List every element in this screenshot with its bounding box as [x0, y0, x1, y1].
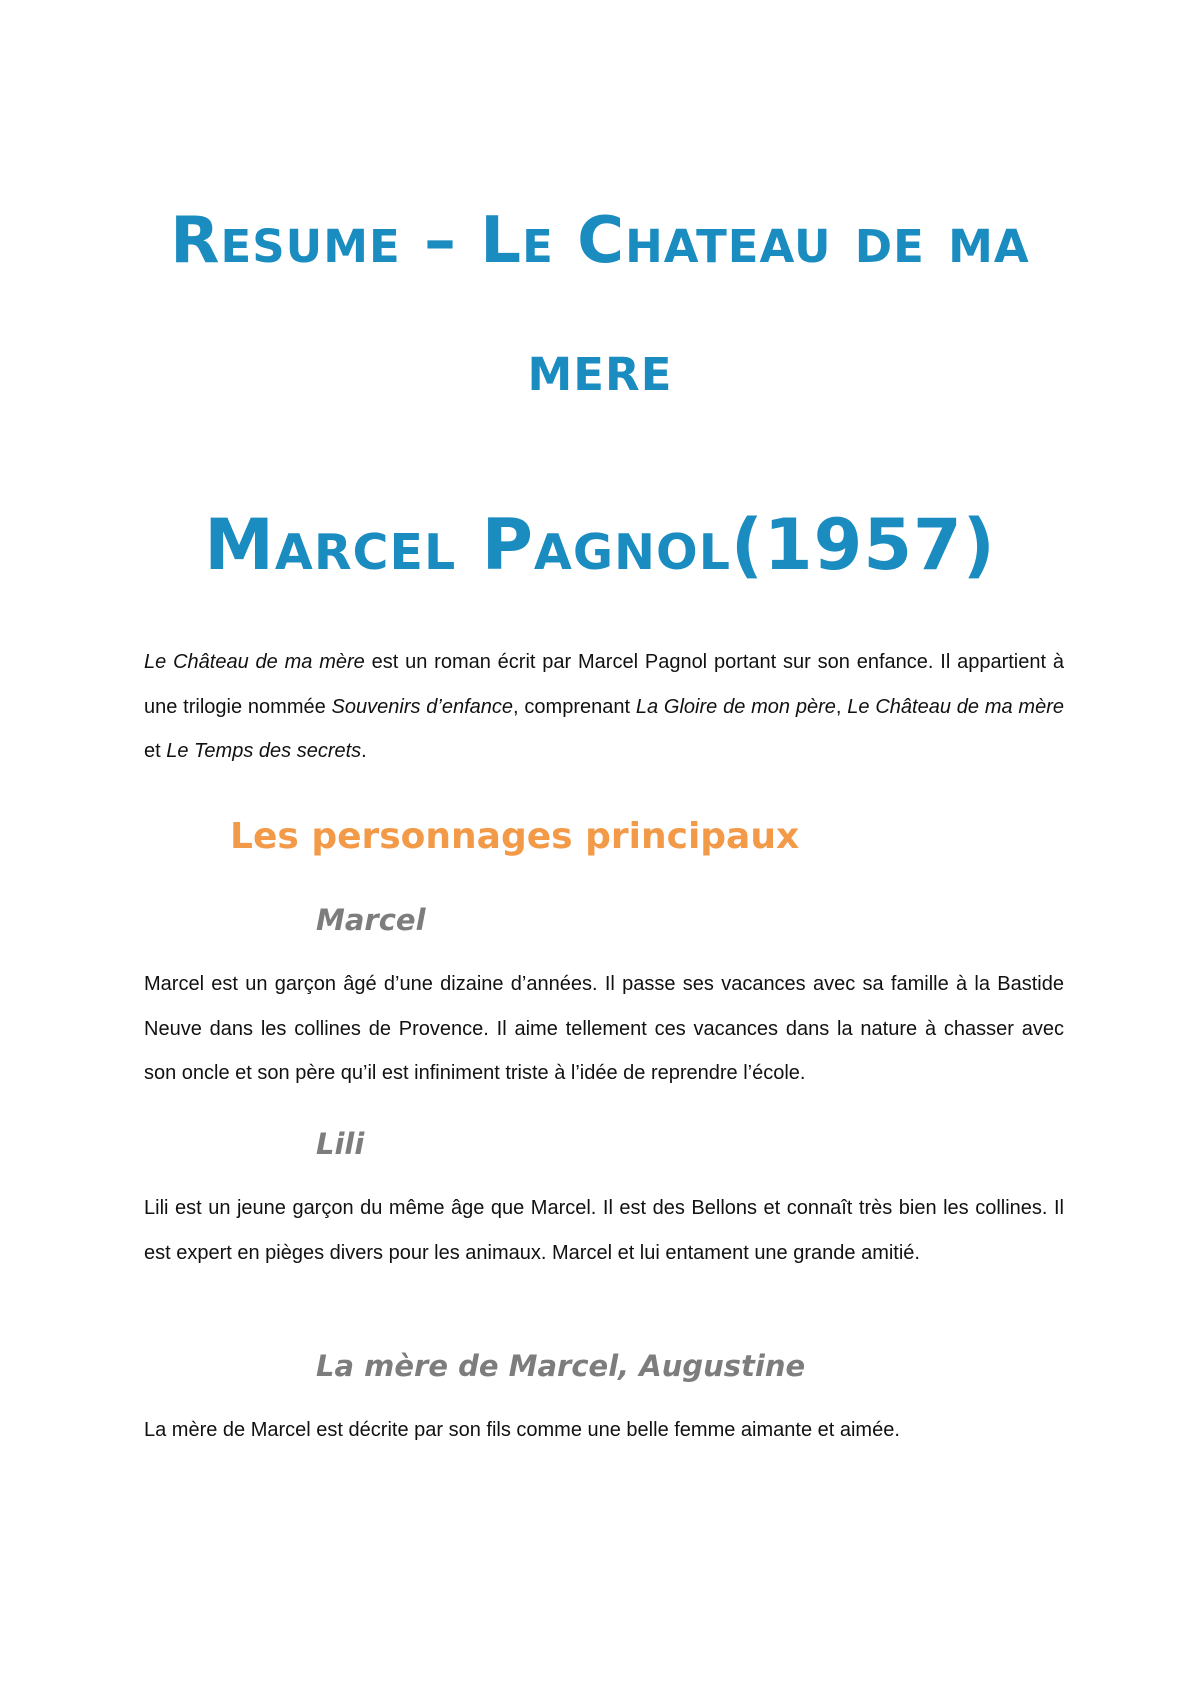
character-description-lili: Lili est un jeune garçon du même âge que Marcel. Il est des Bellons et connaît très bien les collines. Il est expert en pièges divers pour les animaux. Marcel et lui entament une grande amitié.	[144, 1197, 1064, 1264]
character-heading-marcel: Marcel	[316, 903, 426, 937]
series-title: Souvenirs d’enfance	[331, 695, 514, 718]
intro-text-part-2: , comprenant	[513, 695, 636, 718]
character-description-mere: La mère de Marcel est décrite par son fils comme une belle femme aimante et aimée.	[144, 1419, 900, 1441]
character-description-marcel: Marcel est un garçon âgé d’une dizaine d’années. Il passe ses vacances avec sa famille à la Bastide Neuve dans les collines de Provence. Il aime tellement ces vacances dans la nature à chasser avec son oncle et son père qu’il est infiniment triste à l’idée de reprendre l’école.	[144, 973, 1064, 1084]
book-title-temps: Le Temps des secrets	[166, 740, 362, 762]
intro-paragraph	[144, 640, 1064, 774]
book-title-gloire: La Gloire de mon père	[635, 695, 836, 718]
section-heading-personnages: Les personnages principaux	[230, 816, 800, 857]
book-title-chateau-repeat: Le Château de ma mère	[847, 695, 1064, 718]
document-title-line-2: mere	[527, 332, 673, 406]
intro-text-part-1: est un roman écrit par Marcel Pagnol portant sur son enfance. Il appartient à une trilogie nommée	[144, 651, 1065, 718]
intro-text-part-4: et	[144, 740, 167, 762]
book-title-chateau: Le Château de ma mère	[144, 651, 365, 673]
character-heading-mere: La mère de Marcel, Augustine	[316, 1349, 806, 1383]
intro-text-part-5: .	[361, 740, 367, 762]
document-author-title: Marcel Pagnol(1957)	[204, 504, 996, 586]
document-title-line-1: Resume – Le Chateau de ma	[170, 204, 1030, 278]
intro-text-part-3: ,	[835, 695, 848, 718]
character-heading-lili: Lili	[316, 1127, 365, 1161]
